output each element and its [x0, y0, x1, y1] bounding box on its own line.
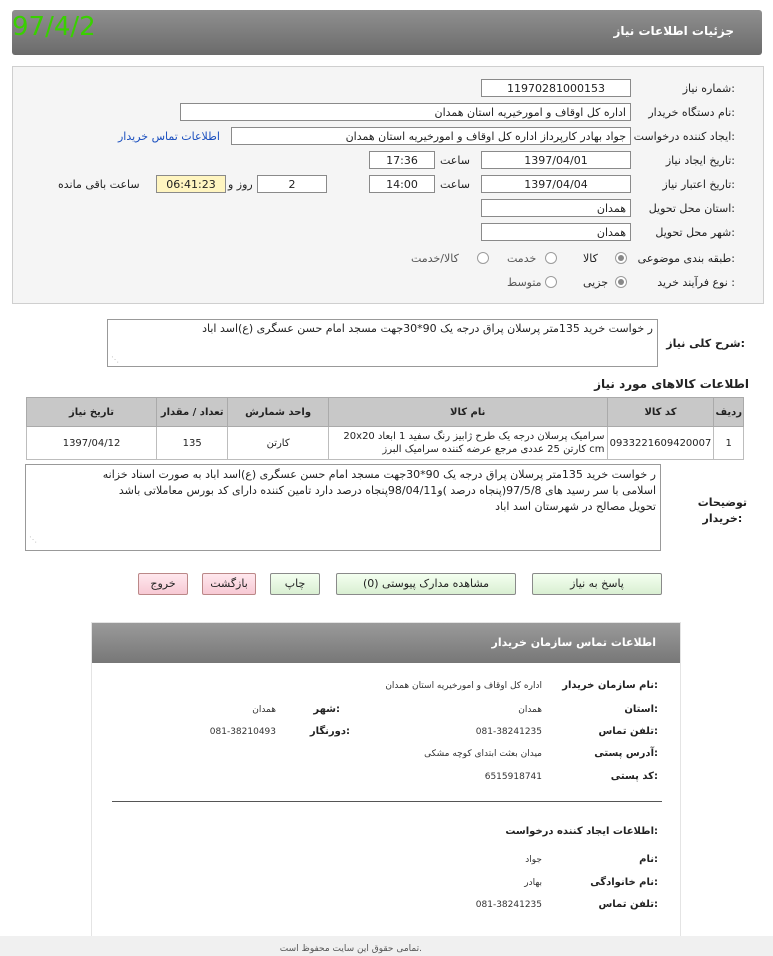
summary-label: شرح کلی نیاز:: [666, 337, 745, 350]
requester-field: جواد بهادر کارپرداز اداره کل اوقاف و امورخیریه استان همدان: [231, 127, 631, 145]
summary-text: ر خواست خرید 135متر پرسلان پراق درجه یک 90*30جهت مسجد امام حسن عسگری (ع)اسد اباد: [202, 322, 653, 335]
item-name-line2: cm کارتن 25 عددی مرجع عرضه کننده سرامیک البرز: [382, 444, 605, 455]
col-unit: واحد شمارش: [228, 398, 329, 427]
col-row: ردیف: [714, 398, 744, 427]
need-number-field: 11970281000153: [481, 79, 631, 97]
copyright-footer: تمامی حقوق این سایت محفوظ است.: [279, 944, 422, 954]
province-label: استان محل تحویل:: [648, 202, 735, 215]
items-header-row: [27, 398, 744, 427]
summary-box: [107, 319, 658, 367]
days-remaining-field: 2: [257, 175, 327, 193]
col-name: نام کالا: [328, 398, 607, 427]
buyer-org-field: اداره کل اوقاف و امورخیریه استان همدان: [180, 103, 631, 121]
created-time-label: ساعت: [440, 154, 470, 167]
valid-time-field: 14:00: [369, 175, 435, 193]
col-qty: تعداد / مقدار: [157, 398, 228, 427]
need-number-row: [13, 79, 763, 99]
divider: [112, 801, 662, 802]
valid-row: [13, 175, 763, 195]
buyer-notes-line: تحویل مصالح در شهرستان اسد اباد: [495, 500, 656, 513]
category-service-radio[interactable]: [545, 252, 557, 264]
table-row: [27, 427, 744, 460]
buyer-notes-label-line2: خریدار:: [702, 512, 743, 525]
province-field: همدان: [481, 199, 631, 217]
item-qty: 135: [157, 427, 228, 460]
org-label: نام سازمان خریدار:: [562, 680, 658, 691]
fax-value: 081-38210493: [209, 727, 276, 737]
item-name-line1: سرامیک پرسلان درجه یک طرح ژابیز رنگ سفید 1 ابعاد 20x20: [343, 431, 605, 442]
page-title: جزئیات اطلاعات نیاز: [613, 24, 734, 38]
item-name: [328, 427, 607, 460]
need-number-label: شماره نیاز:: [682, 82, 735, 95]
back-button[interactable]: بازگشت: [202, 573, 256, 595]
created-label: تاریخ ایجاد نیاز:: [665, 154, 735, 167]
category-label: طبقه بندی موضوعی:: [637, 252, 735, 265]
buyer-notes-line: ر خواست خرید 135متر پرسلان پراق درجه یک 90*30جهت مسجد امام حسن عسگری (ع)اسد اباد به صورت اسناد خزانه: [102, 468, 656, 481]
postal-label: کد پستی:: [610, 771, 658, 782]
requester-phone-value: 081-38241235: [475, 900, 542, 910]
contact-city-label: شهر:: [313, 704, 340, 715]
city-row: [13, 223, 763, 243]
need-details-panel: [12, 66, 764, 304]
name-value: جواد: [525, 855, 542, 865]
buyer-contact-link[interactable]: اطلاعات تماس خریدار: [118, 130, 220, 143]
date-stamp: 97/4/2: [12, 12, 96, 42]
valid-label: تاریخ اعتبار نیاز:: [662, 178, 735, 191]
row-number: 1: [714, 427, 744, 460]
resize-grip-icon: ⋰: [29, 535, 37, 544]
postal-value: 6515918741: [484, 772, 542, 782]
purchase-type-row: [13, 273, 763, 293]
category-goods-label: کالا: [583, 252, 598, 265]
contact-title: اطلاعات تماس سازمان خریدار: [491, 636, 656, 649]
purchase-medium-label: متوسط: [507, 276, 542, 289]
province-row: [13, 199, 763, 219]
requester-phone-label: تلفن تماس:: [598, 899, 658, 910]
item-unit: کارتن: [228, 427, 329, 460]
time-remaining-field: 06:41:23: [156, 175, 226, 193]
category-both-label: کالا/خدمت: [411, 252, 459, 265]
print-button[interactable]: چاپ: [270, 573, 320, 595]
category-row: [13, 249, 763, 269]
org-value: اداره کل اوقاف و امورخیریه استان همدان: [385, 681, 542, 691]
created-row: [13, 151, 763, 171]
address-label: آدرس پستی:: [594, 748, 658, 759]
time-remaining-label: ساعت باقی مانده: [58, 178, 140, 191]
category-service-label: خدمت: [507, 252, 537, 265]
contact-province-value: همدان: [518, 705, 542, 715]
requester-row: [13, 127, 763, 147]
purchase-type-label: نوع فرآیند خرید :: [657, 276, 735, 289]
col-date: تاریخ نیاز: [27, 398, 157, 427]
view-attachments-button[interactable]: مشاهده مدارک پیوستی (0): [336, 573, 516, 595]
purchase-medium-radio[interactable]: [545, 276, 557, 288]
items-table: [26, 397, 744, 460]
name-label: نام:: [639, 854, 658, 865]
col-code: کد کالا: [607, 398, 714, 427]
fax-label: دورنگار:: [309, 726, 350, 737]
purchase-minor-label: جزیی: [583, 276, 609, 289]
contact-city-value: همدان: [252, 705, 276, 715]
family-label: نام خانوادگی:: [590, 877, 658, 888]
valid-date-field: 1397/04/04: [481, 175, 631, 193]
exit-button[interactable]: خروج: [138, 573, 188, 595]
requester-section-title: اطلاعات ایجاد کننده درخواست:: [505, 826, 658, 837]
address-value: میدان بعثت ابتدای کوچه مشکی: [424, 749, 542, 759]
city-field: همدان: [481, 223, 631, 241]
buyer-notes-line: اسلامی با سر رسید های 97/5/8(پنجاه درصد )و98/04/11پنجاه درصد دارد تامین کننده دارای کد بورس معاملاتی باشد: [118, 484, 656, 497]
valid-time-label: ساعت: [440, 178, 470, 191]
buyer-notes-label: [698, 495, 747, 527]
requester-label: ایجاد کننده درخواست:: [633, 130, 735, 143]
buyer-org-label: نام دستگاه خریدار:: [648, 106, 735, 119]
city-label: شهر محل تحویل:: [655, 226, 735, 239]
buyer-notes-box: [25, 464, 661, 551]
resize-grip-icon: ⋰: [111, 355, 119, 364]
buyer-org-row: [13, 103, 763, 123]
buyer-contact-panel: [91, 622, 681, 938]
category-both-radio[interactable]: [477, 252, 489, 264]
created-time-field: 17:36: [369, 151, 435, 169]
contact-header: [92, 623, 680, 663]
item-code: 0933221609420007: [607, 427, 714, 460]
created-date-field: 1397/04/01: [481, 151, 631, 169]
family-value: بهادر: [524, 878, 542, 888]
contact-province-label: استان:: [624, 704, 658, 715]
phone-label: تلفن تماس:: [598, 726, 658, 737]
purchase-minor-radio[interactable]: [615, 276, 627, 288]
buyer-notes-label-line1: توضیحات: [697, 496, 747, 509]
reply-button[interactable]: پاسخ به نیاز: [532, 573, 662, 595]
page-header: [12, 10, 762, 55]
days-label: روز و: [228, 178, 253, 191]
category-goods-radio[interactable]: [615, 252, 627, 264]
items-section-title: اطلاعات کالاهای مورد نیاز: [594, 377, 749, 391]
item-date: 1397/04/12: [27, 427, 157, 460]
phone-value: 081-38241235: [475, 727, 542, 737]
